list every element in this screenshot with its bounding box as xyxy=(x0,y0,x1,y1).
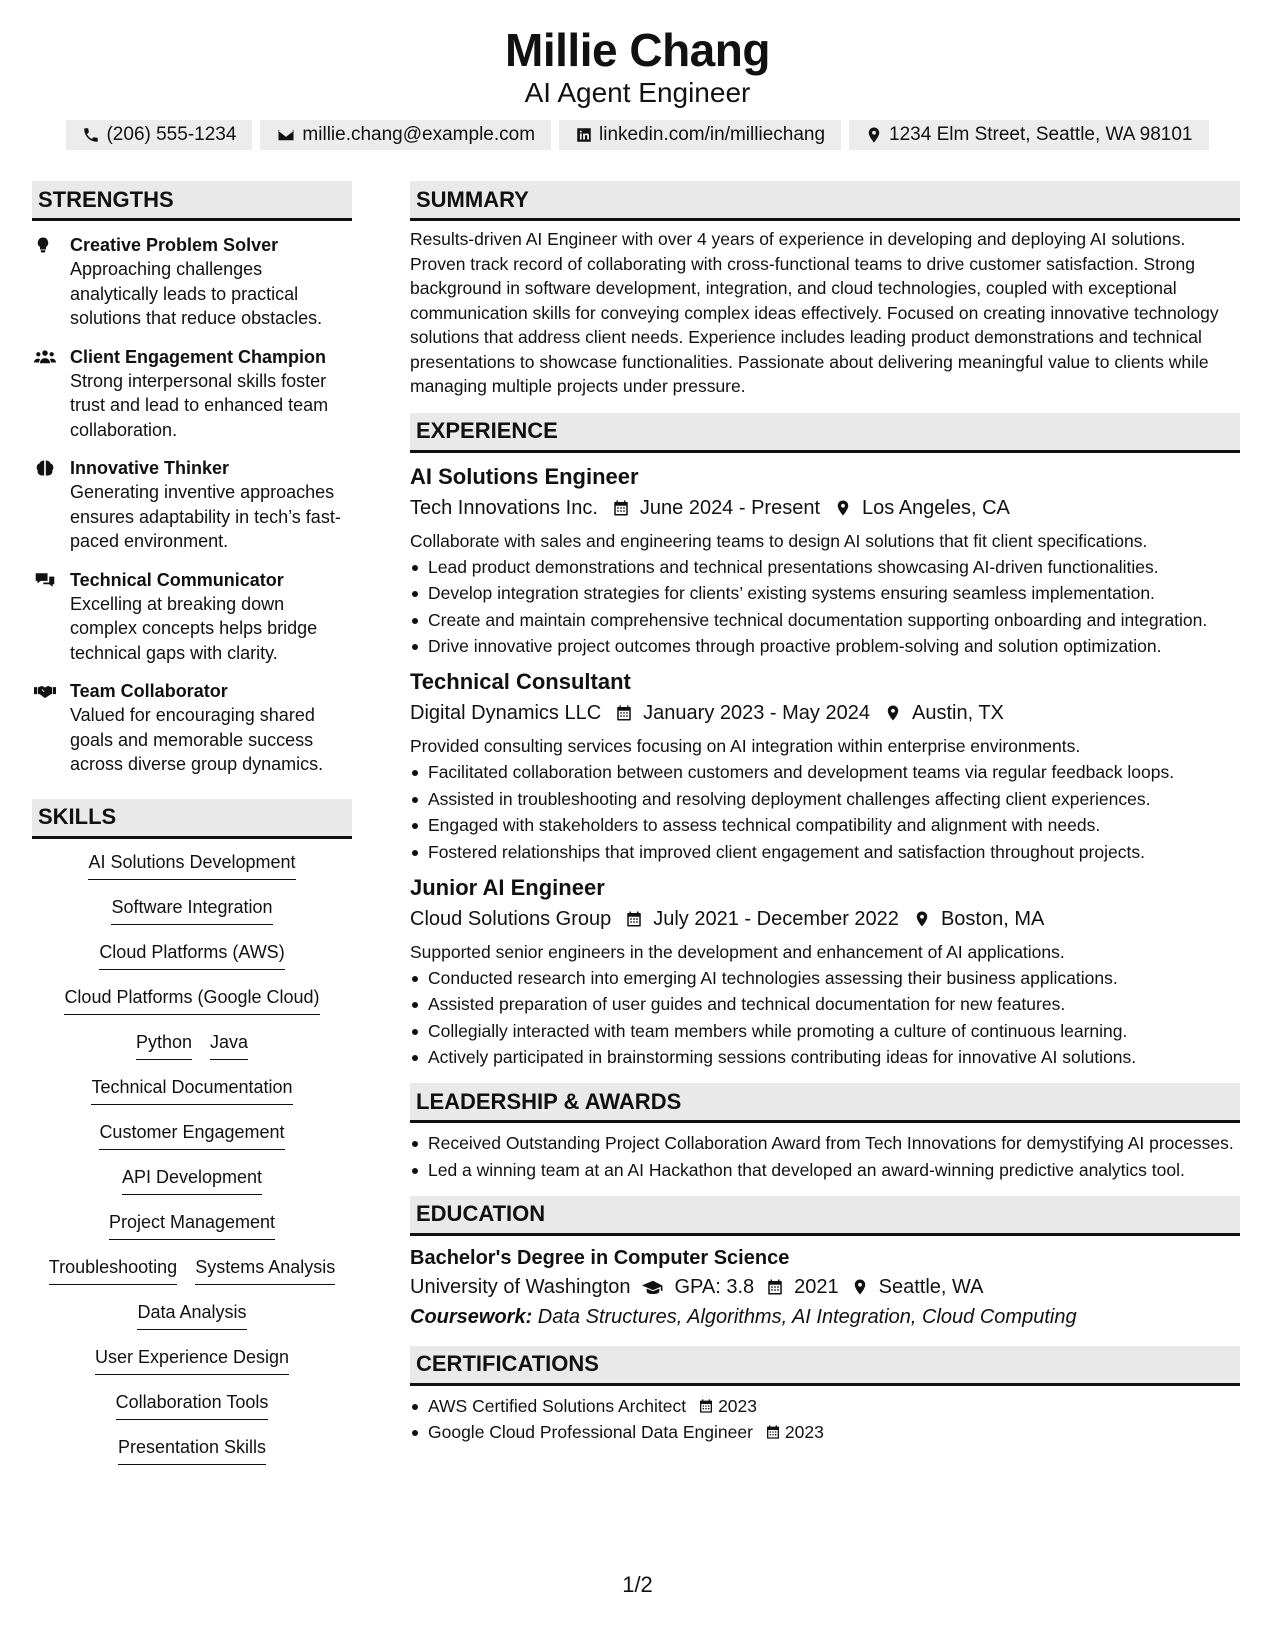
certifications-list xyxy=(410,1394,1240,1445)
skill-tag: Customer Engagement xyxy=(99,1119,284,1150)
strength-title: Innovative Thinker xyxy=(70,458,230,478)
skill-tag: Cloud Platforms (Google Cloud) xyxy=(64,984,319,1015)
summary-heading: SUMMARY xyxy=(410,181,1240,221)
job-dates: July 2021 - December 2022 xyxy=(653,907,899,930)
skill-tag: Java xyxy=(210,1029,248,1060)
strength-desc: Strong interpersonal skills foster trust and lead to enhanced team collaboration. xyxy=(70,370,329,440)
skill-tag: API Development xyxy=(122,1164,262,1195)
education-heading: EDUCATION xyxy=(410,1196,1240,1236)
list-item: Create and maintain comprehensive technical documentation supporting onboarding and integration. xyxy=(410,608,1240,632)
cert-year: 2023 xyxy=(718,1395,758,1416)
calendar-icon xyxy=(615,703,633,723)
job-location: Austin, TX xyxy=(911,702,1004,724)
skill-tag: Presentation Skills xyxy=(118,1434,266,1465)
strength-title: Technical Communicator xyxy=(70,569,284,590)
job-company: Digital Dynamics LLC xyxy=(410,702,602,724)
strength-desc: Generating inventive approaches ensures adaptability in tech’s fast-paced environment. xyxy=(70,482,341,551)
page-number: 1/2 xyxy=(622,1572,653,1597)
education-school: University of Washington xyxy=(410,1275,631,1298)
calendar-icon xyxy=(625,909,643,929)
skill-tag: Troubleshooting xyxy=(49,1254,177,1285)
job-description: Collaborate with sales and engineering teams to design AI solutions that fit client specifications. xyxy=(410,530,1148,551)
list-item: Collegially interacted with team members while promoting a culture of continuous learning. xyxy=(410,1019,1240,1043)
skill-tag: Technical Documentation xyxy=(91,1074,292,1105)
job-title: AI Solutions Engineer xyxy=(410,463,639,489)
calendar-icon xyxy=(766,1277,784,1297)
list-item: Fostered relationships that improved client engagement and satisfaction throughout projects. xyxy=(410,840,1240,864)
list-item: Received Outstanding Project Collaboration Award from Tech Innovations for demystifying AI processes. xyxy=(410,1131,1240,1155)
job-bullets xyxy=(410,555,1240,659)
brain-icon xyxy=(34,458,56,478)
job-bullets xyxy=(410,760,1240,864)
contact-address xyxy=(849,120,1208,150)
list-item: Drive innovative project outcomes through proactive problem-solving and solution optimization. xyxy=(410,634,1240,658)
strengths-heading: STRENGTHS xyxy=(32,181,352,221)
handshake-icon xyxy=(34,681,56,701)
list-item: Lead product demonstrations and technical presentations showcasing AI-driven functionalities. xyxy=(410,555,1240,579)
contact-phone-text: (206) 555-1234 xyxy=(106,124,237,145)
skill-tag: AI Solutions Development xyxy=(88,849,295,880)
job-company: Tech Innovations Inc. xyxy=(410,496,598,519)
strength-desc: Excelling at breaking down complex concepts helps bridge technical gaps with clarity. xyxy=(70,593,318,663)
education-meta xyxy=(410,1272,1240,1302)
cert-name: AWS Certified Solutions Architect xyxy=(428,1395,687,1416)
list-item: Conducted research into emerging AI technologies assessing their business applications. xyxy=(410,966,1240,990)
contact-phone[interactable] xyxy=(66,120,252,150)
strength-title: Client Engagement Champion xyxy=(70,346,327,367)
job-meta xyxy=(410,698,1240,728)
strength-item xyxy=(32,345,352,443)
education-coursework xyxy=(410,1302,1240,1332)
map-pin-icon xyxy=(851,1277,869,1297)
skill-tag: Data Analysis xyxy=(137,1299,246,1330)
contact-email[interactable] xyxy=(260,120,551,150)
job-entry xyxy=(410,668,1240,864)
job-meta xyxy=(410,904,1240,934)
skill-tag: Project Management xyxy=(109,1209,275,1240)
map-pin-icon xyxy=(884,703,902,723)
cert-year: 2023 xyxy=(784,1422,824,1442)
contact-bar xyxy=(0,120,1275,150)
cert-name: Google Cloud Professional Data Engineer xyxy=(428,1422,753,1442)
strength-item xyxy=(32,456,352,554)
job-company: Cloud Solutions Group xyxy=(410,907,612,930)
list-item xyxy=(410,1394,1240,1418)
contact-linkedin-text: linkedin.com/in/milliechang xyxy=(599,124,826,145)
job-entry xyxy=(410,463,1240,659)
lightbulb-icon xyxy=(34,235,52,255)
calendar-icon xyxy=(698,1397,714,1415)
strength-item xyxy=(32,568,352,666)
list-item: Led a winning team at an AI Hackathon that developed an award-winning predictive analytics tool. xyxy=(410,1158,1240,1182)
job-location: Los Angeles, CA xyxy=(862,496,1010,519)
strength-title: Team Collaborator xyxy=(70,681,228,701)
skills-heading: SKILLS xyxy=(32,799,352,839)
right-column xyxy=(410,181,1240,1447)
phone-icon xyxy=(82,126,100,144)
calendar-icon xyxy=(612,498,630,518)
education-location: Seattle, WA xyxy=(878,1275,984,1298)
skill-tag: Python xyxy=(136,1029,192,1060)
job-dates: June 2024 - Present xyxy=(639,496,821,519)
skill-tag: Collaboration Tools xyxy=(116,1389,269,1420)
list-item: Assisted preparation of user guides and technical documentation for new features. xyxy=(410,992,1240,1016)
job-entry xyxy=(410,874,1240,1070)
skill-tag: Software Integration xyxy=(111,894,272,925)
job-description: Supported senior engineers in the development and enhancement of AI applications. xyxy=(410,941,1065,962)
linkedin-icon xyxy=(575,126,593,144)
candidate-title: AI Agent Engineer xyxy=(524,77,751,108)
list-item xyxy=(410,1420,1240,1444)
experience-heading: EXPERIENCE xyxy=(410,413,1240,453)
calendar-icon xyxy=(765,1423,781,1441)
list-item: Engaged with stakeholders to assess technical compatibility and alignment with needs. xyxy=(410,813,1240,837)
skill-tag: User Experience Design xyxy=(95,1344,289,1375)
strength-item xyxy=(32,233,352,331)
job-meta xyxy=(410,493,1240,523)
job-location: Boston, MA xyxy=(940,907,1045,930)
job-description: Provided consulting services focusing on AI integration within enterprise environments. xyxy=(410,736,1081,756)
job-bullets xyxy=(410,966,1240,1070)
leadership-bullets xyxy=(410,1131,1240,1182)
strength-desc: Approaching challenges analytically leads to practical solutions that reduce obstacles. xyxy=(70,259,323,328)
map-pin-icon xyxy=(865,126,883,144)
candidate-name: Millie Chang xyxy=(505,24,770,76)
education-degree: Bachelor's Degree in Computer Science xyxy=(410,1246,790,1269)
graduation-cap-icon xyxy=(642,1277,664,1297)
job-title: Junior AI Engineer xyxy=(410,874,605,900)
list-item: Facilitated collaboration between customers and development teams via regular feedback loops. xyxy=(410,760,1240,784)
list-item: Actively participated in brainstorming sessions contributing ideas for innovative AI solutions. xyxy=(410,1045,1240,1069)
envelope-icon xyxy=(276,126,296,144)
certifications-heading: CERTIFICATIONS xyxy=(410,1346,1240,1386)
contact-email-text: millie.chang@example.com xyxy=(302,124,536,145)
users-icon xyxy=(34,347,56,367)
coursework-list: Data Structures, Algorithms, AI Integration, Cloud Computing xyxy=(532,1305,1077,1328)
education-year: 2021 xyxy=(794,1275,839,1298)
skills-list xyxy=(32,849,352,1479)
list-item: Assisted in troubleshooting and resolving deployment challenges affecting client experiences. xyxy=(410,787,1240,811)
skill-tag: Systems Analysis xyxy=(195,1254,335,1285)
summary-text: Results-driven AI Engineer with over 4 years of experience in developing and deploying AI solutions. Proven track record of collaborating with cross-functional teams to drive customer satisfaction. Strong background in software development, integration, and cloud technologies, coupled with exceptional communication skills for conveying complex ideas effectively. Focused on creating innovative technology solutions that address client needs. Experience includes leading product demonstrations and technical presentations to showcase functionalities. Passionate about delivering meaningful value to clients while managing multiple projects under pressure. xyxy=(410,229,1219,396)
list-item: Develop integration strategies for clients’ existing systems ensuring seamless implementation. xyxy=(410,581,1240,605)
skill-tag: Cloud Platforms (AWS) xyxy=(99,939,284,970)
job-title: Technical Consultant xyxy=(410,669,631,694)
contact-address-text: 1234 Elm Street, Seattle, WA 98101 xyxy=(889,124,1193,145)
comments-icon xyxy=(34,570,56,590)
coursework-label: Coursework: xyxy=(410,1305,533,1328)
resume-header xyxy=(0,0,1275,150)
map-pin-icon xyxy=(834,498,852,518)
contact-linkedin[interactable] xyxy=(559,120,841,150)
education-gpa: GPA: 3.8 xyxy=(674,1275,755,1298)
job-dates: January 2023 - May 2024 xyxy=(643,702,870,724)
left-column xyxy=(32,181,352,1479)
strength-desc: Valued for encouraging shared goals and memorable success across diverse group dynamics. xyxy=(70,705,324,774)
strength-item xyxy=(32,679,352,777)
leadership-heading: LEADERSHIP & AWARDS xyxy=(410,1083,1240,1123)
strength-title: Creative Problem Solver xyxy=(70,235,279,255)
map-pin-icon xyxy=(913,909,931,929)
